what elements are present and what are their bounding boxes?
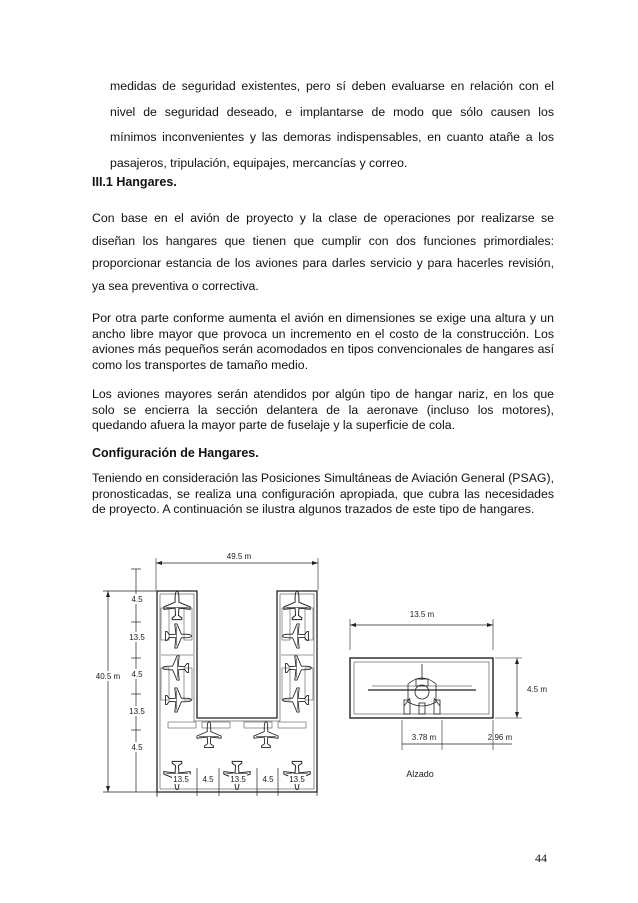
plan-height-label: 40.5 m	[95, 672, 121, 681]
bottom-dim-4: 4.5	[262, 775, 274, 784]
paragraph-otra-parte: Por otra parte conforme aumenta el avión en dimensiones se exige una altura y un ancho libre mayor que provoca un incremento en el costo de la construcción. Los aviones más pequeños serán acomodados en tipos convencionales de hangares así como los transportes de tamaño medio.	[92, 311, 554, 372]
elevation-width-label: 13.5 m	[409, 610, 435, 619]
page-number: 44	[535, 851, 547, 865]
bottom-dim-3: 13.5	[230, 775, 246, 784]
bottom-dim-5: 13.5	[289, 775, 305, 784]
left-dim-4: 13.5	[129, 707, 145, 716]
elevation-height-label: 4.5 m	[526, 685, 548, 694]
left-dim-5: 4.5	[131, 743, 143, 752]
paragraph-aviones-mayores: Los aviones mayores serán atendidos por algún tipo de hangar nariz, en los que solo se encierra la sección delantera de la aeronave (incluso los motores), quedando afuera la mayor parte de fuselaje y la superficie de cola.	[92, 387, 554, 433]
elevation-caption: Alzado	[406, 769, 434, 779]
heading-configuracion: Configuración de Hangares.	[92, 446, 259, 460]
heading-hangares: III.1 Hangares.	[92, 175, 177, 189]
hangar-plan	[96, 552, 318, 797]
plan-width-label: 49.5 m	[226, 552, 252, 561]
paragraph-base: Con base en el avión de proyecto y la clase de operaciones por realizarse se diseñan los hangares que tienen que cumplir con dos funciones primordiales: proporcionar estancia de los aviones para darles servicio y para hacerles revisión, ya sea preventiva o correctiva.	[92, 211, 554, 293]
hangar-elevation	[350, 610, 547, 779]
left-dim-3: 4.5	[131, 670, 143, 679]
bottom-dim-2: 4.5	[202, 775, 214, 784]
paragraph-teniendo: Teniendo en consideración las Posiciones Simultáneas de Aviación General (PSAG), pronosticadas, se realiza una configuración apropiada, que cubra las necesidades de proyecto. A continuación se ilustra algunos trazados de este tipo de hangares.	[92, 471, 554, 517]
left-dim-1: 4.5	[131, 595, 143, 604]
door-gap-label: 3.78 m	[411, 733, 437, 742]
left-dim-2: 13.5	[129, 633, 145, 642]
aircraft-front-view	[368, 664, 476, 714]
paragraph-intro: medidas de seguridad existentes, pero sí deben evaluarse en relación con el nivel de seguridad deseado, e implantarse de modo que sólo causen los mínimos inconvenientes y las demoras indispensables, en cuanto atañe a los pasajeros, tripulación, equipajes, mercancías y correo.	[110, 79, 554, 170]
side-gap-label: 2.96 m	[487, 733, 513, 742]
bottom-dim-1: 13.5	[173, 775, 189, 784]
